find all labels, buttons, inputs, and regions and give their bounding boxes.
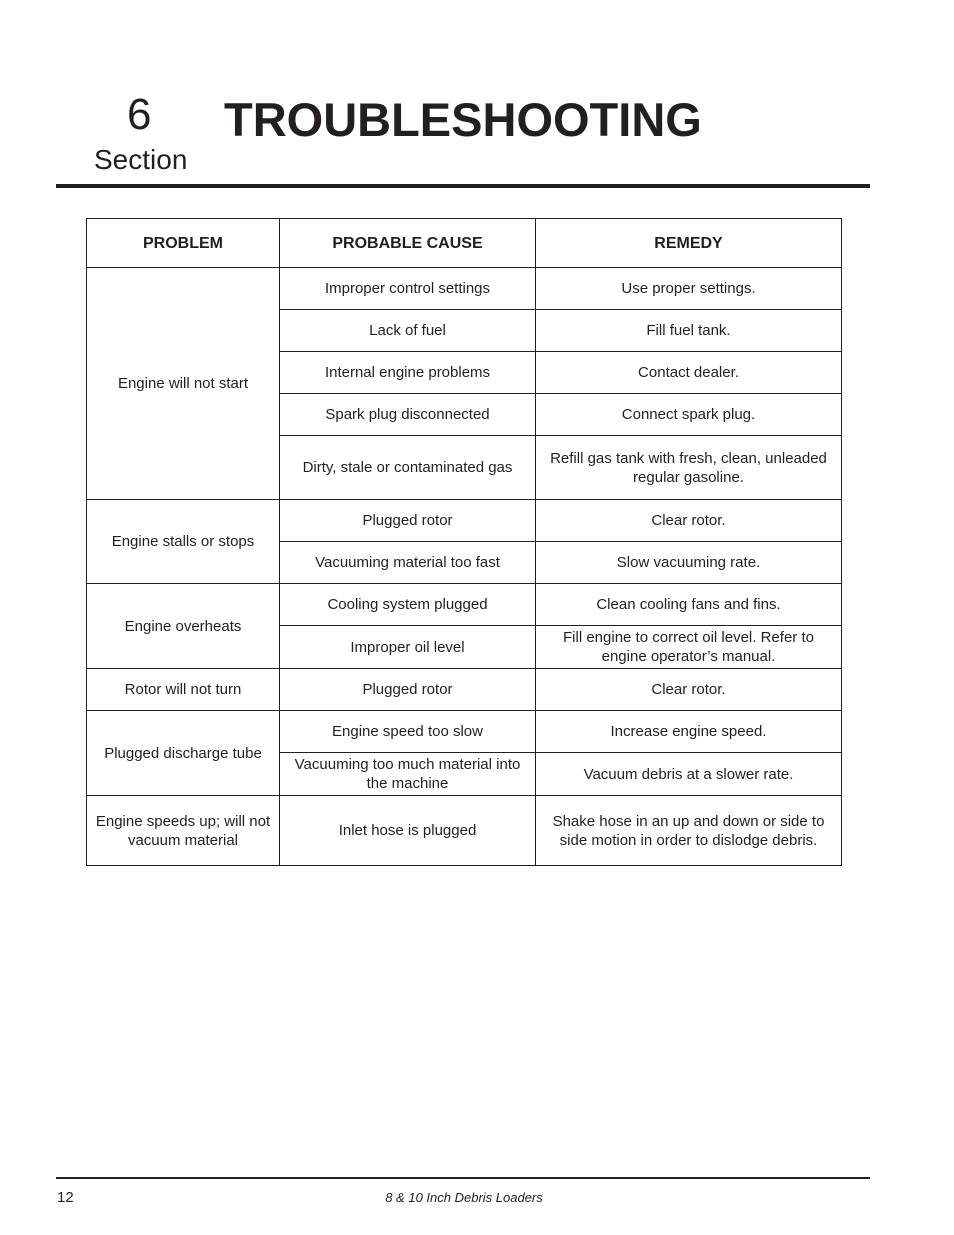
cause-cell: Inlet hose is plugged: [280, 796, 536, 866]
remedy-cell: Fill fuel tank.: [536, 310, 842, 352]
remedy-cell: Shake hose in an up and down or side to side motion in order to dislodge debris.: [536, 796, 842, 866]
section-number: 6: [127, 90, 152, 139]
table-row: [87, 796, 842, 866]
footer-rule: [56, 1177, 870, 1179]
remedy-cell: Refill gas tank with fresh, clean, unleaded regular gasoline.: [536, 436, 842, 500]
remedy-cell: Contact dealer.: [536, 352, 842, 394]
remedy-cell: Clear rotor.: [536, 500, 842, 542]
footer-document-title: 8 & 10 Inch Debris Loaders: [385, 1190, 543, 1205]
table-row: [87, 584, 842, 626]
remedy-cell: Clean cooling fans and fins.: [536, 584, 842, 626]
cause-cell: Improper control settings: [280, 268, 536, 310]
problem-cell: Engine overheats: [87, 584, 280, 669]
header-rule: [56, 184, 870, 188]
remedy-cell: Fill engine to correct oil level. Refer to engine operator’s manual.: [536, 626, 842, 669]
table-header-row: [87, 219, 842, 268]
problem-cell: Engine will not start: [87, 268, 280, 500]
cause-cell: Lack of fuel: [280, 310, 536, 352]
cause-cell: Spark plug disconnected: [280, 394, 536, 436]
cause-cell: Engine speed too slow: [280, 711, 536, 753]
column-header-problem: PROBLEM: [87, 219, 280, 268]
cause-cell: Cooling system plugged: [280, 584, 536, 626]
problem-cell: Rotor will not turn: [87, 669, 280, 711]
remedy-cell: Connect spark plug.: [536, 394, 842, 436]
remedy-cell: Slow vacuuming rate.: [536, 542, 842, 584]
column-header-cause: PROBABLE CAUSE: [280, 219, 536, 268]
problem-cell: Plugged discharge tube: [87, 711, 280, 796]
table-row: [87, 711, 842, 753]
cause-cell: Plugged rotor: [280, 669, 536, 711]
problem-cell: Engine speeds up; will not vacuum material: [87, 796, 280, 866]
section-label: Section: [94, 144, 188, 175]
remedy-cell: Use proper settings.: [536, 268, 842, 310]
table-row: [87, 500, 842, 542]
cause-cell: Dirty, stale or contaminated gas: [280, 436, 536, 500]
remedy-cell: Vacuum debris at a slower rate.: [536, 753, 842, 796]
cause-cell: Internal engine problems: [280, 352, 536, 394]
table-row: [87, 669, 842, 711]
problem-cell: Engine stalls or stops: [87, 500, 280, 584]
page-number: 12: [57, 1189, 74, 1206]
page-title: TROUBLESHOOTING: [224, 93, 702, 146]
cause-cell: Improper oil level: [280, 626, 536, 669]
cause-cell: Vacuuming material too fast: [280, 542, 536, 584]
troubleshooting-table: [86, 218, 842, 866]
table-row: [87, 268, 842, 310]
column-header-remedy: REMEDY: [536, 219, 842, 268]
remedy-cell: Increase engine speed.: [536, 711, 842, 753]
cause-cell: Vacuuming too much material into the machine: [280, 753, 536, 796]
cause-cell: Plugged rotor: [280, 500, 536, 542]
remedy-cell: Clear rotor.: [536, 669, 842, 711]
